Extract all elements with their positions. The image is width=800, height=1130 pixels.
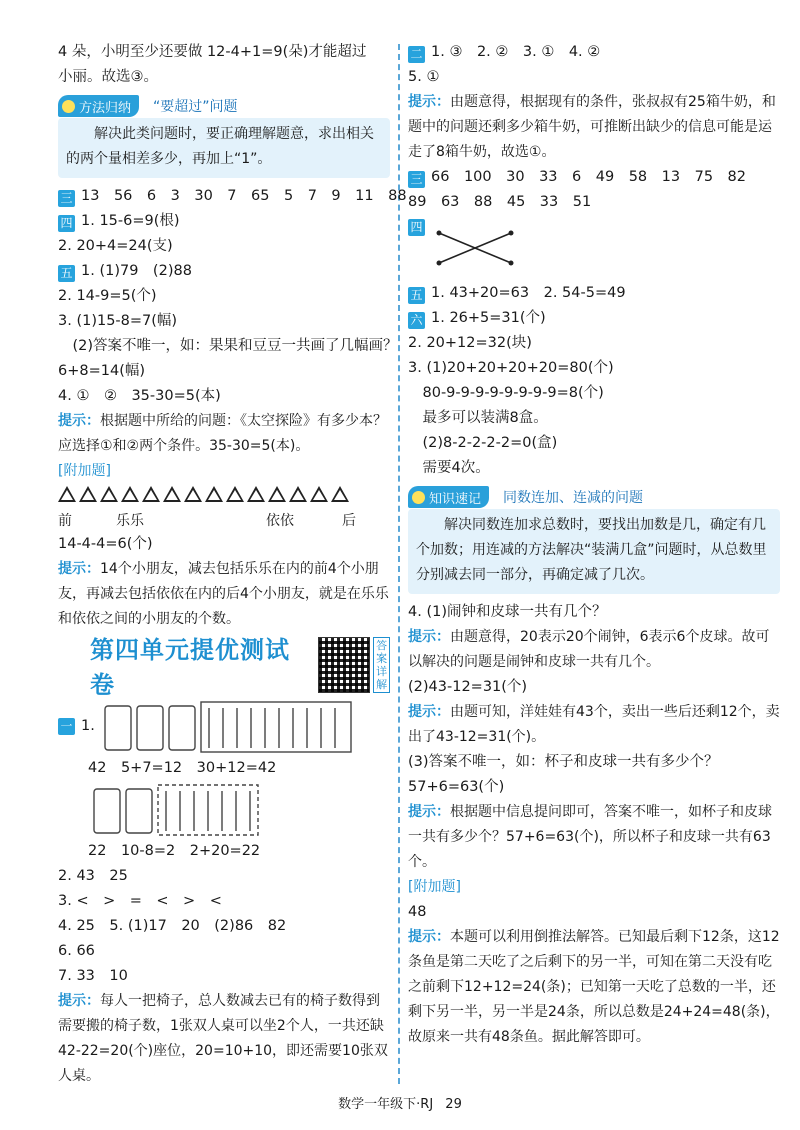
unit-title: 第四单元提优测试卷: [90, 636, 290, 699]
method-title: “要超过”问题: [153, 99, 238, 115]
lightbulb-icon: [412, 491, 425, 504]
knowledge-box: [408, 485, 780, 594]
qr-code[interactable]: [318, 637, 370, 693]
answer-line: 2. 20+12=32(块): [408, 335, 532, 351]
answer-line: 3. < > = < > <: [58, 893, 222, 909]
section-3: 三 66 100 30 33 6 49 58 13 75 82: [408, 165, 780, 190]
answer-line: 57+6=63(个): [408, 779, 505, 795]
bundle-figure-1: 一 1.: [58, 696, 390, 756]
bundle-figure-2: [58, 781, 390, 839]
label-back: 后: [342, 513, 356, 529]
answer-line: 7. 33 10: [58, 968, 128, 984]
section-badge: 三: [408, 171, 425, 188]
knowledge-tag: 知识速记: [408, 486, 489, 508]
triangle-icon: [226, 486, 244, 502]
method-tag: 方法归纳: [58, 95, 139, 117]
answer-line: 42 5+7=12 30+12=42: [88, 760, 277, 776]
section-6: 六 1. 26+5=31(个): [408, 306, 780, 331]
answer-line: (3)答案不唯一，如：杯子和皮球一共有多少个？: [408, 754, 719, 770]
answer-line: 2. 14-9=5(个): [58, 288, 157, 304]
triangle-icon: [121, 486, 139, 502]
hint: 提示：每人一把椅子，总人数减去已有的椅子数得到需要搬的椅子数，1张双人桌可以坐2个人，一共还缺42-22=20(个)座位，20=10+10，即还需要10张双人桌。: [58, 993, 388, 1084]
answer-line: 6+8=14(幅): [58, 363, 146, 379]
answer-line: 80-9-9-9-9-9-9-9-9=8(个): [408, 385, 604, 401]
section-4: 四 1. 15-6=9(根): [58, 209, 390, 234]
answer-line: 最多可以装满8盒。: [408, 410, 548, 426]
section-badge: 五: [408, 287, 425, 304]
footer-subject: 数学一年级下·RJ: [338, 1097, 434, 1112]
stick-bundles-icon: [103, 698, 353, 754]
page-footer: [0, 1093, 800, 1112]
hint: 提示：14个小朋友，减去包括乐乐在内的前4个小朋友，再减去包括依依在内的后4个小朋友，就是在乐乐和依依之间的小朋友的个数。: [58, 561, 389, 627]
answer-line: 需要4次。: [408, 460, 490, 476]
hint: 提示：根据题中所给的问题：《太空探险》有多少本？应选择①和②两个条件。35-30=5(本)。: [58, 413, 387, 454]
method-body: 解决此类问题时，要正确理解题意，求出相关的两个量相差多少，再加上“1”。: [58, 118, 390, 178]
continued-line-1: 4 朵，小明至少还要做 12-4+1=9(朵)才能超过: [58, 44, 367, 60]
section-3: 三 13 56 6 3 30 7 65 5 7 9 11 88: [58, 184, 390, 209]
section-badge: 五: [58, 265, 75, 282]
answer-line: 89 63 88 45 33 51: [408, 194, 592, 210]
continued-line-2: 小丽。故选③。: [58, 69, 158, 85]
answer-line: 2. 43 25: [58, 868, 128, 884]
extra-label: [附加题]: [408, 879, 461, 895]
section-badge: 六: [408, 312, 425, 329]
answer-line: 6. 66: [58, 943, 95, 959]
answer-line: 14-4-4=6(个): [58, 536, 153, 552]
answer-line: (2)8-2-2-2-2=0(盒): [408, 435, 558, 451]
hint: 提示：根据题中信息提问即可，答案不唯一，如杯子和皮球一共有多少个？57+6=63(个)，所以杯子和皮球一共有63个。: [408, 804, 772, 870]
triangle-icon: [163, 486, 181, 502]
answer-line: 2. 20+4=24(支): [58, 238, 173, 254]
triangle-icon: [205, 486, 223, 502]
right-column: [408, 40, 780, 1050]
hint: 提示：由题意得，20表示20个闹钟，6表示6个皮球。故可以解决的问题是闹钟和皮球一共有几个。: [408, 629, 770, 670]
answer-line: 48: [408, 904, 427, 920]
page-number: 29: [445, 1097, 462, 1112]
section-5: 五 1. 43+20=63 2. 54-5=49: [408, 281, 780, 306]
lightbulb-icon: [62, 100, 75, 113]
stick-bundles-icon: [92, 781, 322, 837]
triangle-icon: [331, 486, 349, 502]
answer-line: (2)答案不唯一，如：果果和豆豆一共画了几幅画？: [58, 338, 398, 354]
unit-header: [58, 634, 390, 699]
extra-label: [附加题]: [58, 463, 111, 479]
triangle-icon: [184, 486, 202, 502]
triangle-icon: [310, 486, 328, 502]
triangle-icon: [289, 486, 307, 502]
answer-line: 4. ① ② 35-30=5(本): [58, 388, 221, 404]
answer-line: 22 10-8=2 2+20=22: [88, 843, 261, 859]
left-column: [58, 40, 407, 1089]
hint: 提示：本题可以利用倒推法解答。已知最后剩下12条，这12条鱼是第二天吃了之后剩下的另一半，可知在第二天没有吃之前剩下12+12=24(条)；已知第一天吃了总数的一半，还剩下另一半，另一半是24条，所以总数是24+24=48(条)，故原来一共有48条鱼。据此解答即可。: [408, 929, 780, 1045]
label-front: 前: [58, 513, 72, 529]
section-badge: 四: [408, 219, 425, 236]
triangle-icon: [79, 486, 97, 502]
answer-line: 4. (1)闹钟和皮球一共有几个？: [408, 604, 607, 620]
hint: 提示：由题意得，根据现有的条件，张叔叔有25箱牛奶，和题中的问题还剩多少箱牛奶，可推断出缺少的信息可能是运走了8箱牛奶，故选①。: [408, 94, 776, 160]
triangle-icon: [142, 486, 160, 502]
knowledge-title: 同数连加、连减的问题: [503, 490, 644, 506]
section-badge: 三: [58, 190, 75, 207]
triangle-icon: [100, 486, 118, 502]
label-yiyi: 依依: [266, 513, 294, 529]
answer-line: 3. (1)15-8=7(幅): [58, 313, 178, 329]
knowledge-body: 解决同数连加求总数时，要找出加数是几，确定有几个加数；用连减的方法解决“装满几盒”问题时，从总数里分别减去同一部分，再确定减了几次。: [408, 509, 780, 594]
triangle-icon: [247, 486, 265, 502]
triangle-icon: [268, 486, 286, 502]
answer-line: 3. (1)20+20+20+20=80(个): [408, 360, 614, 376]
qr-label: 答案详解: [373, 637, 390, 693]
section-5: 五 1. (1)79 (2)88: [58, 259, 390, 284]
section-badge: 一: [58, 718, 75, 735]
answer-line: 4. 25 5. (1)17 20 (2)86 82: [58, 918, 287, 934]
section-2: 二 1. ③ 2. ② 3. ① 4. ②: [408, 40, 780, 65]
hint: 提示：由题可知，洋娃娃有43个，卖出一些后还剩12个，卖出了43-12=31(个)。: [408, 704, 780, 745]
section-badge: 四: [58, 215, 75, 232]
answer-line: (2)43-12=31(个): [408, 679, 528, 695]
method-box: [58, 94, 390, 178]
label-lele: 乐乐: [116, 513, 144, 529]
triangle-icon: [58, 486, 76, 502]
answer-line: 5. ①: [408, 69, 440, 85]
cross-lines-icon: [431, 215, 521, 277]
section-4: [408, 215, 780, 281]
triangle-labels: [58, 508, 390, 532]
triangle-row: [58, 486, 390, 508]
section-badge: 二: [408, 46, 425, 63]
